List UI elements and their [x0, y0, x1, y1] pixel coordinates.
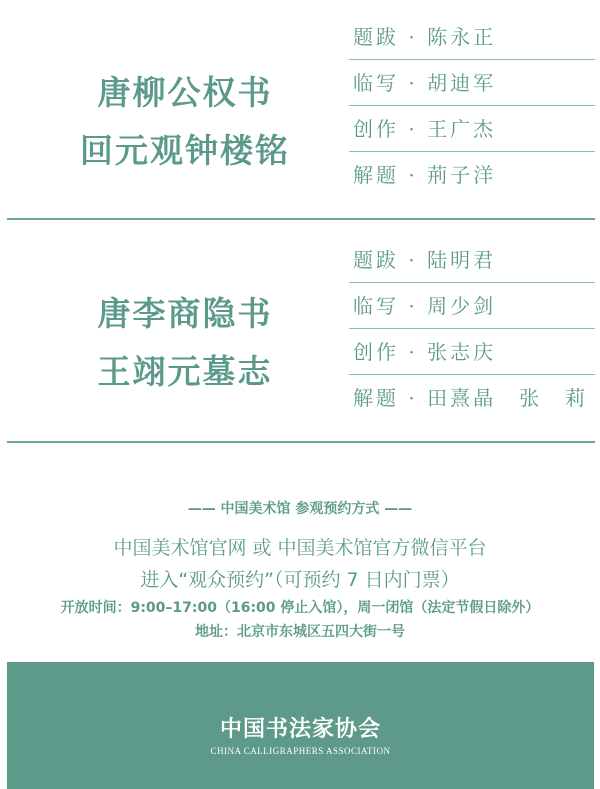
exhibition-title-1 — [60, 64, 310, 180]
visit-info-line: 中国美术馆官网 或 中国美术馆官方微信平台 — [113, 537, 487, 559]
title-line: 唐柳公权书 — [97, 73, 273, 112]
credits-list-2 — [349, 237, 595, 421]
credit-item: 创作 · 王广杰 — [349, 106, 595, 152]
address: 地址：北京市东城区五四大街一号 — [195, 624, 405, 640]
exhibition-title-2 — [60, 285, 310, 401]
title-line: 回元观钟楼铭 — [80, 131, 290, 170]
credit-item: 题跋 · 陆明君 — [349, 237, 595, 283]
credit-item: 创作 · 张志庆 — [349, 329, 595, 375]
divider — [7, 441, 595, 443]
divider — [7, 218, 595, 220]
association-logo: 中国书法家协会 — [219, 716, 381, 742]
exhibition-section-1 — [0, 14, 600, 219]
association-name-en: CHINA CALLIGRAPHERS ASSOCIATION — [210, 746, 391, 756]
visit-info-line: 进入“观众预约”（可预约 7 日内门票） — [140, 569, 460, 591]
title-line: 王翊元墓志 — [97, 352, 273, 391]
credit-item: 临写 · 胡迪军 — [349, 60, 595, 106]
title-line: 唐李商隐书 — [97, 294, 273, 333]
visit-info-heading: —— 中国美术馆 参观预约方式 —— — [187, 501, 413, 517]
footer-banner — [7, 662, 594, 789]
credit-item: 题跋 · 陈永正 — [349, 14, 595, 60]
opening-hours: 开放时间：9:00–17:00（16:00 停止入馆），周一闭馆（法定节假日除外） — [60, 600, 540, 616]
credit-item: 临写 · 周少剑 — [349, 283, 595, 329]
exhibition-section-2 — [0, 237, 600, 442]
credit-item: 解题 · 田熹晶 张 莉 — [353, 386, 589, 410]
credits-list-1 — [349, 14, 595, 198]
credit-item: 解题 · 荊子洋 — [353, 163, 497, 187]
